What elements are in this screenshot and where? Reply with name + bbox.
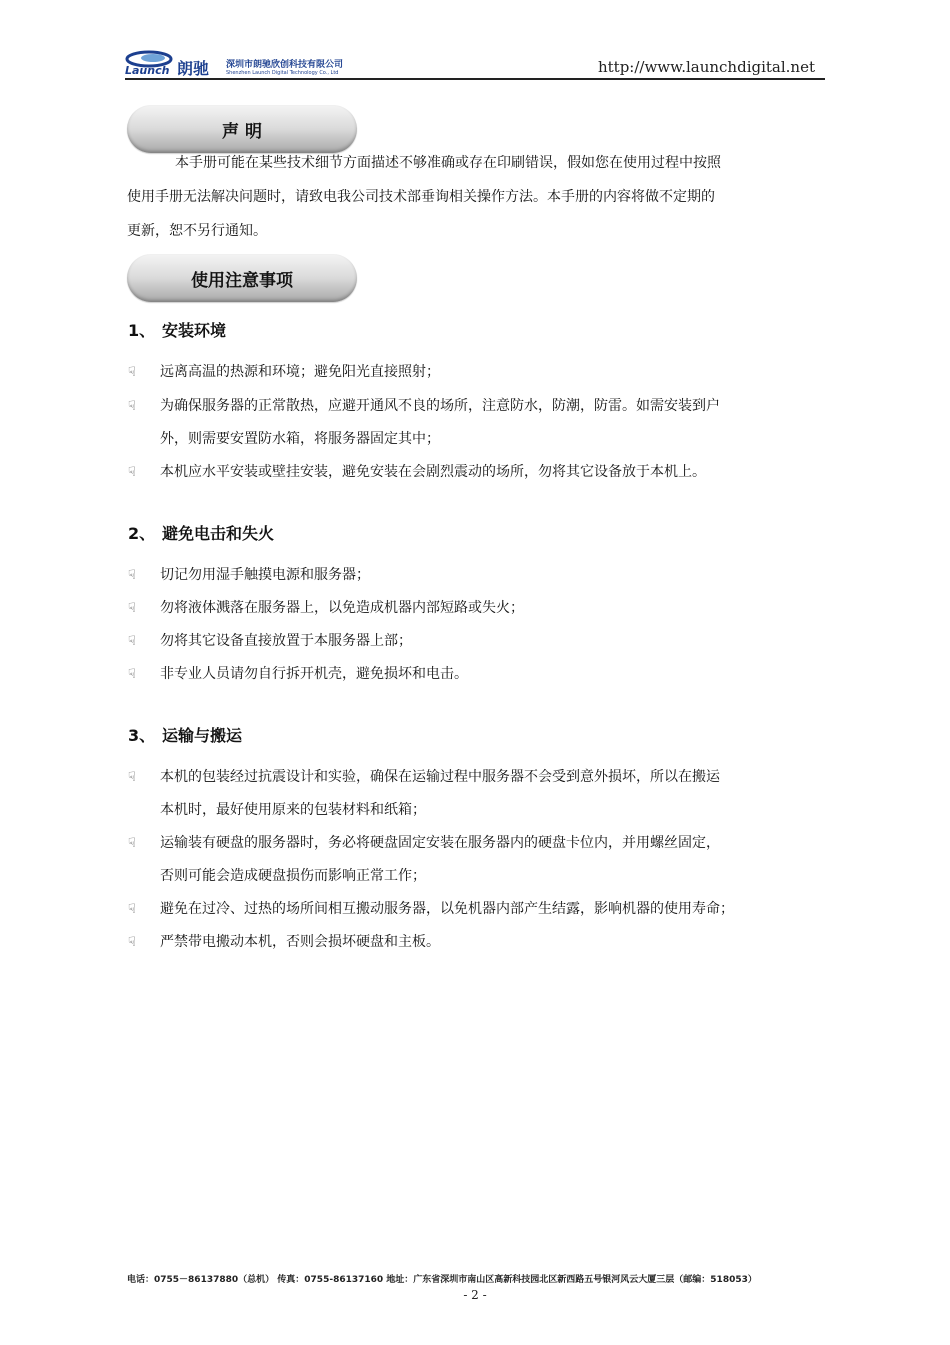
hand-pointer-icon: ☟ [128, 365, 136, 380]
hand-pointer-icon: ☟ [128, 634, 136, 649]
section-title: 安装环境 [162, 321, 227, 340]
statement-line: 更新，恕不另行通知。 [127, 223, 267, 239]
page-number: - 2 - [463, 1288, 487, 1302]
section-title: 避免电击和失火 [162, 524, 275, 543]
header-divider [125, 78, 825, 80]
footer-contact: 电话：0755－86137880（总机） 传真：0755-86137160 地址：广东省深圳市南山区高新科技园北区新西路五号银河风云大厦三层（邮编：518053） [127, 1275, 757, 1285]
section-number: 2、 [128, 524, 156, 543]
list-item: ☟ 为确保服务器的正常散热，应避开通风不良的场所，注意防水，防潮，防雷。如需安装到户 外，则需要安置防水箱，将服务器固定其中； [128, 390, 828, 456]
hand-pointer-icon: ☟ [128, 836, 136, 851]
statement-line: 本手册可能在某些技术细节方面描述不够准确或存在印刷错误，假如您在使用过程中按照 [175, 155, 721, 171]
logo-text: Launch [125, 64, 170, 76]
statement-paragraph [127, 146, 825, 248]
hand-pointer-icon: ☟ [128, 770, 136, 785]
hand-pointer-icon: ☟ [128, 568, 136, 583]
company-name [226, 60, 343, 76]
hand-pointer-icon: ☟ [128, 601, 136, 616]
hand-pointer-icon: ☟ [128, 399, 136, 414]
statement-line: 使用手册无法解决问题时，请致电我公司技术部垂询相关操作方法。本手册的内容将做不定期的 [127, 189, 715, 205]
hand-pointer-icon: ☟ [128, 935, 136, 950]
section-number: 1、 [128, 321, 156, 340]
hand-pointer-icon: ☟ [128, 902, 136, 917]
company-name-en: Shenzhen Launch Digital Technology Co., Ltd [226, 70, 339, 76]
hand-pointer-icon: ☟ [128, 667, 136, 682]
section-title: 运输与搬运 [162, 726, 243, 745]
section-heading [128, 723, 242, 746]
section-heading [128, 318, 226, 341]
list-item: ☟ 勿将其它设备直接放置于本服务器上部； [128, 625, 828, 658]
website-url[interactable]: http://www.launchdigital.net [597, 58, 815, 76]
section-number: 3、 [128, 726, 156, 745]
list-item: ☟ 非专业人员请勿自行拆开机壳，避免损坏和电击。 [128, 658, 828, 691]
list-item: ☟ 勿将液体溅落在服务器上，以免造成机器内部短路或失火； [128, 592, 828, 625]
section-heading [128, 521, 274, 544]
list-item: ☟ 本机应水平安装或壁挂安装，避免安装在会剧烈震动的场所，勿将其它设备放于本机上。 [128, 456, 828, 489]
list-item: ☟ 严禁带电搬动本机，否则会损坏硬盘和主板。 [128, 926, 828, 959]
brand-name: 朗驰 [177, 59, 210, 78]
notes-heading: 使用注意事项 [127, 254, 357, 302]
list-item: ☟ 切记勿用湿手触摸电源和服务器； [128, 559, 828, 592]
list-item: ☟ 避免在过冷、过热的场所间相互搬动服务器，以免机器内部产生结露，影响机器的使用寿命； [128, 893, 828, 926]
page-header [125, 46, 825, 80]
list-item: ☟ 运输装有硬盘的服务器时，务必将硬盘固定安装在服务器内的硬盘卡位内，并用螺丝固定， 否则可能会造成硬盘损伤而影响正常工作； [128, 827, 828, 893]
statement-heading: 声 明 [127, 105, 357, 153]
list-item: ☟ 本机的包装经过抗震设计和实验，确保在运输过程中服务器不会受到意外损坏，所以在搬运 本机时，最好使用原来的包装材料和纸箱； [128, 761, 828, 827]
list-item: ☟ 远离高温的热源和环境；避免阳光直接照射； [128, 356, 828, 389]
company-name-cn: 深圳市朗驰欣创科技有限公司 [226, 60, 344, 70]
hand-pointer-icon: ☟ [128, 465, 136, 480]
